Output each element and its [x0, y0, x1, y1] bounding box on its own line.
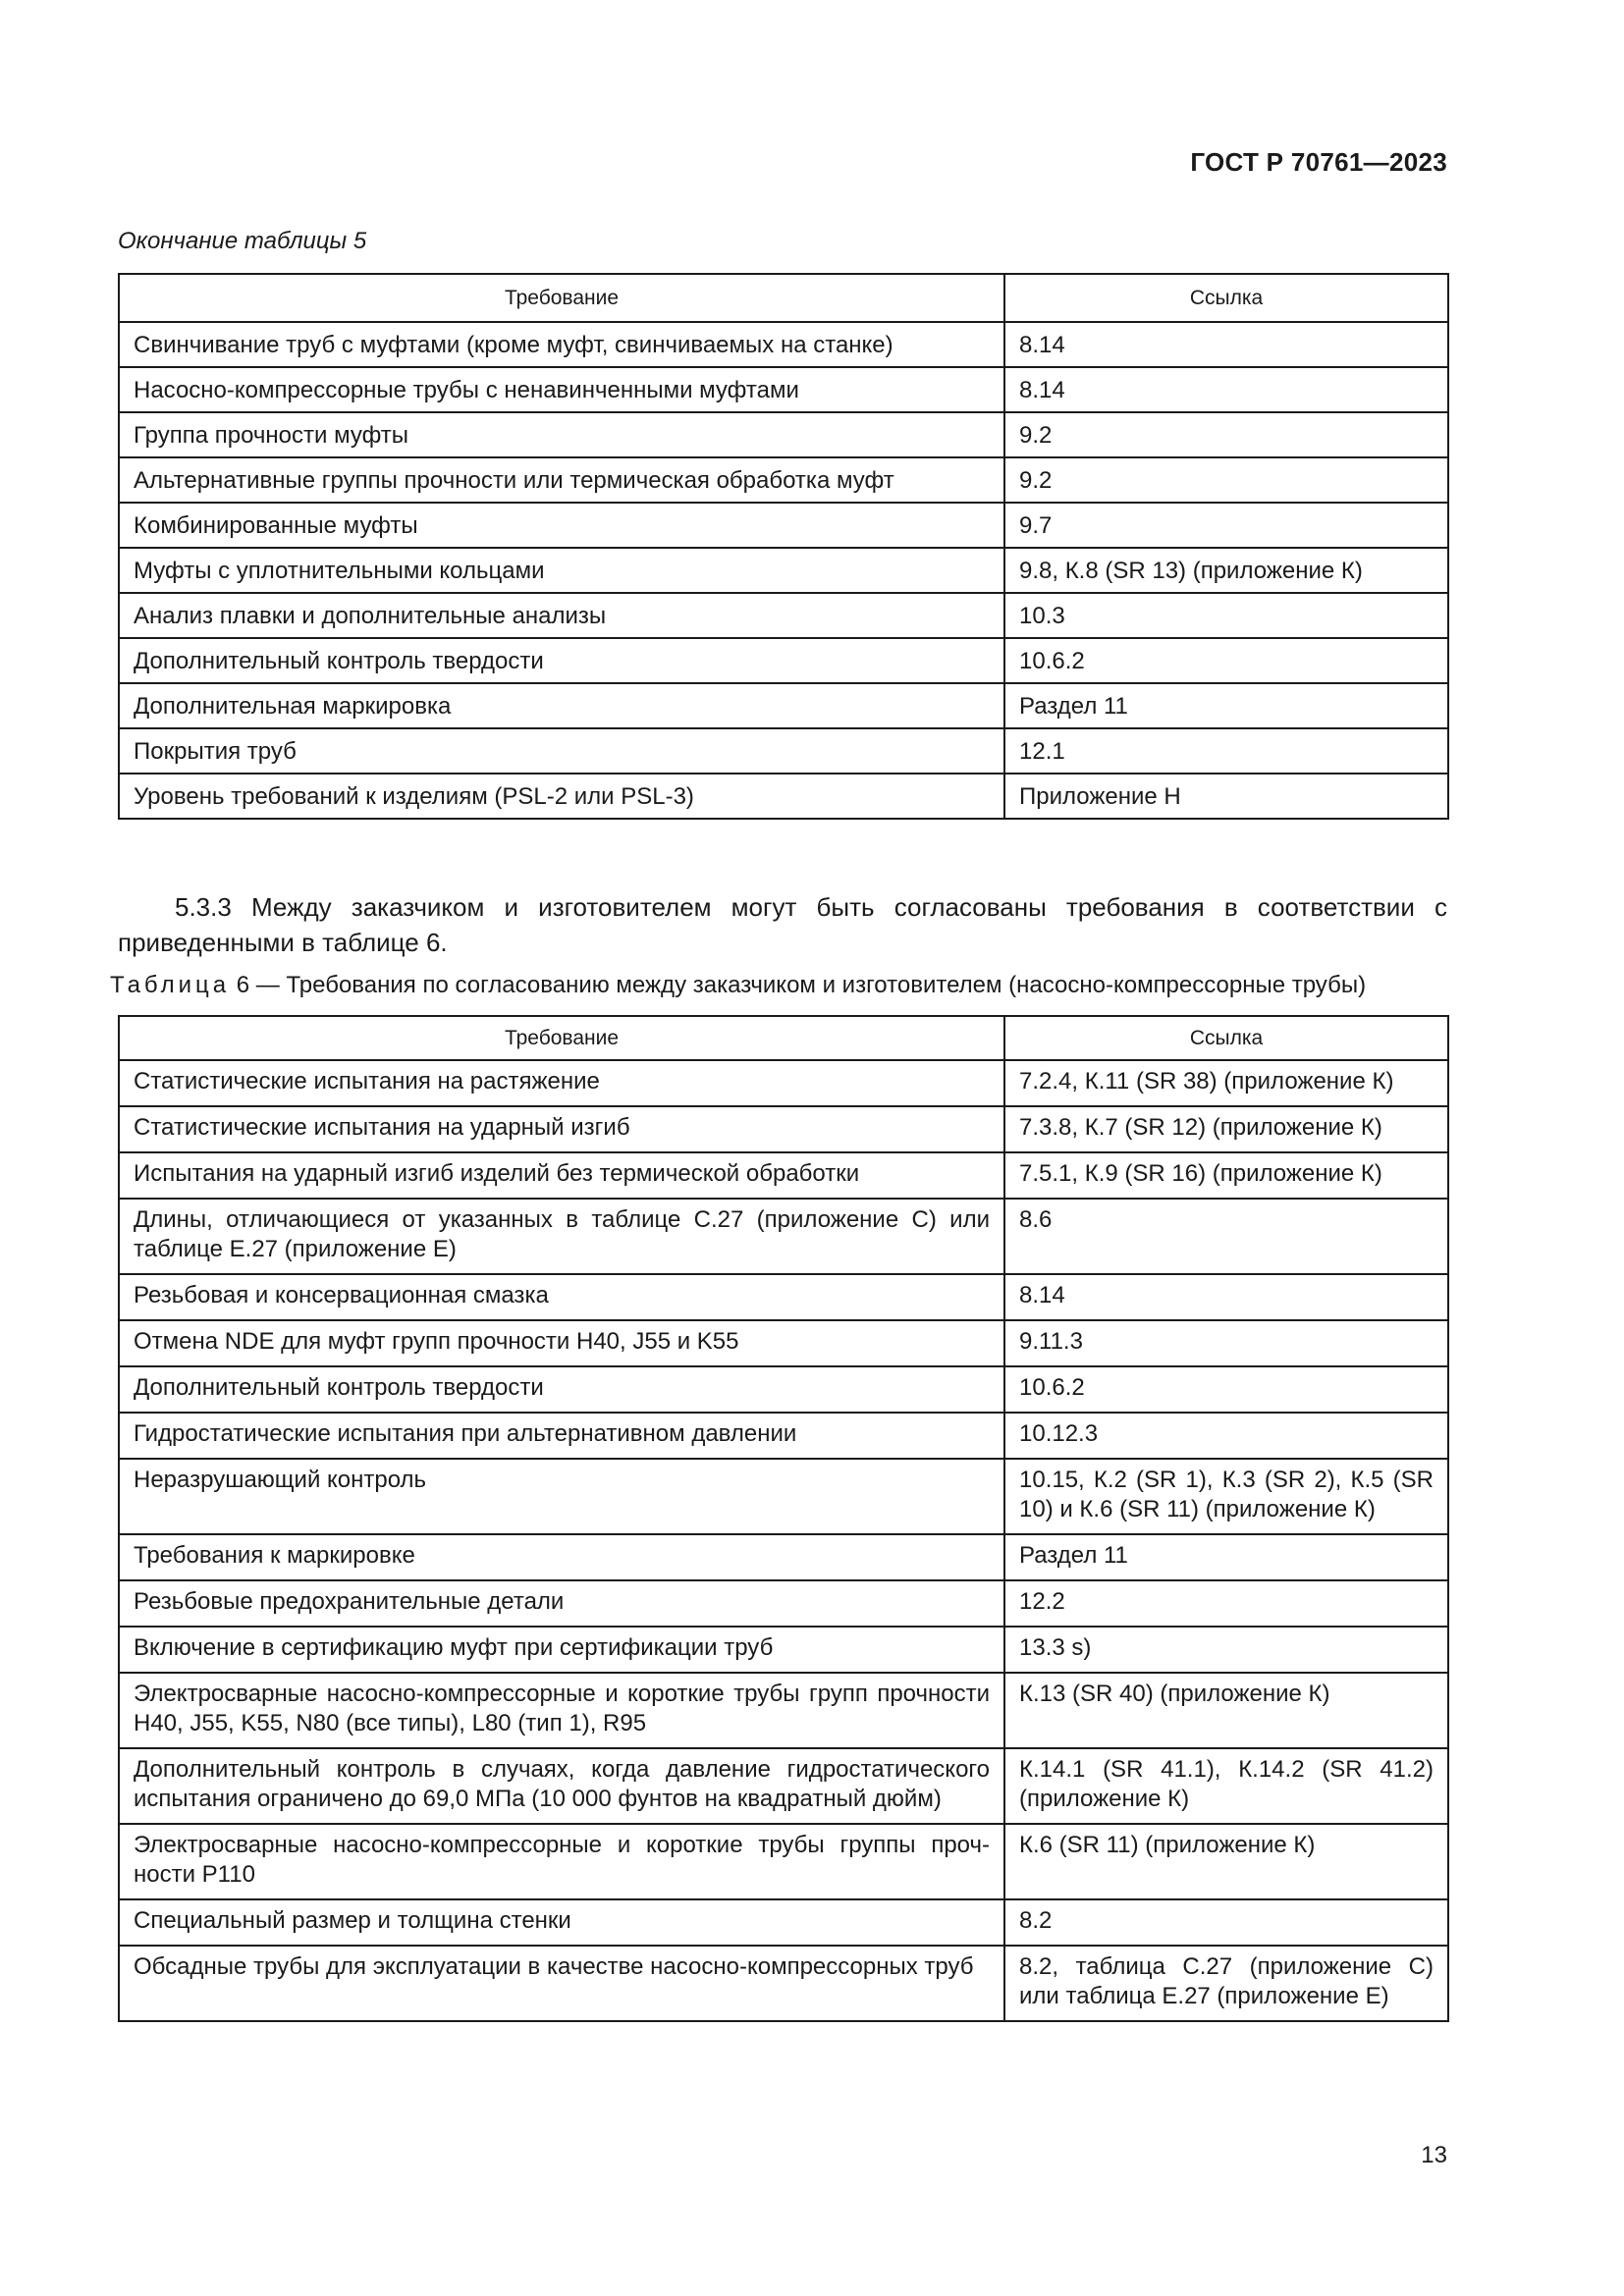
reference-cell: К.14.1 (SR 41.1), К.14.2 (SR 41.2) (приложение К) [1004, 1748, 1448, 1824]
reference-cell: К.6 (SR 11) (приложение К) [1004, 1824, 1448, 1899]
reference-cell: 9.2 [1004, 457, 1448, 503]
requirement-cell: Электросварные насосно-компрессорные и короткие трубы групп прочности H40, J55, K55, N80 (все типы), L80 (тип 1), R95 [119, 1673, 1004, 1748]
table-row [119, 774, 1448, 819]
reference-cell: Раздел 11 [1004, 1534, 1448, 1580]
requirement-cell: Обсадные трубы для эксплуатации в качестве насосно-компрессорных труб [119, 1946, 1004, 2021]
table6-header-row [119, 1016, 1448, 1060]
reference-cell: 12.1 [1004, 728, 1448, 774]
table6-col-requirement: Требование [119, 1016, 1004, 1060]
requirement-cell: Специальный размер и толщина стенки [119, 1899, 1004, 1946]
table-row [119, 322, 1448, 367]
requirement-cell: Неразрушающий контроль [119, 1459, 1004, 1534]
reference-cell: 10.15, К.2 (SR 1), К.3 (SR 2), К.5 (SR 10) и К.6 (SR 11) (приложение К) [1004, 1459, 1448, 1534]
table5-col-requirement: Требование [119, 274, 1004, 322]
table-row [119, 1274, 1448, 1320]
table-6 [118, 1015, 1449, 2022]
reference-cell: 9.11.3 [1004, 1320, 1448, 1366]
table-row [119, 548, 1448, 593]
requirement-cell: Требования к маркировке [119, 1534, 1004, 1580]
table-row [119, 1580, 1448, 1627]
requirement-cell: Дополнительный контроль в случаях, когда давление гидростатического испытания ограничено до 69,0 МПа (10 000 фунтов на квадратный дюйм) [119, 1748, 1004, 1824]
requirement-cell: Альтернативные группы прочности или термическая обработка муфт [119, 457, 1004, 503]
table-row [119, 1534, 1448, 1580]
table-row [119, 593, 1448, 638]
requirement-cell: Включение в сертификацию муфт при сертификации труб [119, 1627, 1004, 1673]
table-row [119, 683, 1448, 728]
table-row [119, 1152, 1448, 1199]
table-row [119, 1899, 1448, 1946]
reference-cell: 10.12.3 [1004, 1413, 1448, 1459]
table-row [119, 1824, 1448, 1899]
reference-cell: 9.2 [1004, 412, 1448, 457]
reference-cell: Приложение Н [1004, 774, 1448, 819]
reference-cell: 8.14 [1004, 367, 1448, 412]
table5-col-reference: Ссылка [1004, 274, 1448, 322]
table6-caption-text: 6 — Требования по согласованию между заказчиком и изготовителем (насосно-компрессорные трубы) [230, 972, 1367, 998]
requirement-cell: Гидростатические испытания при альтернативном давлении [119, 1413, 1004, 1459]
table-row [119, 412, 1448, 457]
reference-cell: 9.7 [1004, 503, 1448, 548]
reference-cell: 8.2 [1004, 1899, 1448, 1946]
table-row [119, 1627, 1448, 1673]
table6-caption-label: Таблица [110, 972, 231, 998]
table-row [119, 1673, 1448, 1748]
requirement-cell: Статистические испытания на ударный изгиб [119, 1106, 1004, 1152]
reference-cell: 10.6.2 [1004, 638, 1448, 683]
requirement-cell: Резьбовые предохранительные детали [119, 1580, 1004, 1627]
requirement-cell: Резьбовая и консервационная смазка [119, 1274, 1004, 1320]
table6-caption [110, 972, 1455, 999]
page-number: 13 [1421, 2142, 1447, 2168]
requirement-cell: Длины, отличающиеся от указанных в таблице С.27 (приложение С) или таблице Е.27 (приложение Е) [119, 1199, 1004, 1274]
table-row [119, 457, 1448, 503]
requirement-cell: Комбинированные муфты [119, 503, 1004, 548]
table-row [119, 367, 1448, 412]
table-row [119, 638, 1448, 683]
table-row [119, 1199, 1448, 1274]
table-row [119, 728, 1448, 774]
table5-caption: Окончание таблицы 5 [118, 228, 367, 254]
reference-cell: 13.3 s) [1004, 1627, 1448, 1673]
reference-cell: 8.14 [1004, 322, 1448, 367]
requirement-cell: Свинчивание труб с муфтами (кроме муфт, свинчиваемых на станке) [119, 322, 1004, 367]
requirement-cell: Электросварные насосно-компрессорные и короткие трубы группы прочности P110 [119, 1824, 1004, 1899]
reference-cell: 8.2, таблица С.27 (приложение С) или таблица Е.27 (приложение Е) [1004, 1946, 1448, 2021]
reference-cell: 7.2.4, К.11 (SR 38) (приложение К) [1004, 1060, 1448, 1106]
table6-col-reference: Ссылка [1004, 1016, 1448, 1060]
table-row [119, 1060, 1448, 1106]
paragraph-5-3-3: 5.3.3 Между заказчиком и изготовителем могут быть согласованы требования в соответствии с приведенными в таблице 6. [118, 892, 1447, 957]
requirement-cell: Дополнительный контроль твердости [119, 1366, 1004, 1413]
table-row [119, 503, 1448, 548]
requirement-cell: Отмена NDE для муфт групп прочности H40, J55 и K55 [119, 1320, 1004, 1366]
reference-cell: К.13 (SR 40) (приложение К) [1004, 1673, 1448, 1748]
table-row [119, 1320, 1448, 1366]
requirement-cell: Дополнительный контроль твердости [119, 638, 1004, 683]
table-5 [118, 273, 1449, 820]
requirement-cell: Насосно-компрессорные трубы с ненавинченными муфтами [119, 367, 1004, 412]
requirement-cell: Анализ плавки и дополнительные анализы [119, 593, 1004, 638]
table-row [119, 1106, 1448, 1152]
requirement-cell: Дополнительная маркировка [119, 683, 1004, 728]
requirement-cell: Покрытия труб [119, 728, 1004, 774]
table5-header-row [119, 274, 1448, 322]
reference-cell: Раздел 11 [1004, 683, 1448, 728]
requirement-cell: Испытания на ударный изгиб изделий без термической обработки [119, 1152, 1004, 1199]
table-row [119, 1366, 1448, 1413]
requirement-cell: Статистические испытания на растяжение [119, 1060, 1004, 1106]
reference-cell: 10.3 [1004, 593, 1448, 638]
reference-cell: 8.14 [1004, 1274, 1448, 1320]
reference-cell: 9.8, К.8 (SR 13) (приложение К) [1004, 548, 1448, 593]
reference-cell: 7.5.1, К.9 (SR 16) (приложение К) [1004, 1152, 1448, 1199]
table-row [119, 1459, 1448, 1534]
table-row [119, 1413, 1448, 1459]
table-row [119, 1748, 1448, 1824]
reference-cell: 12.2 [1004, 1580, 1448, 1627]
requirement-cell: Уровень требований к изделиям (PSL-2 или PSL-3) [119, 774, 1004, 819]
document-code: ГОСТ Р 70761—2023 [1190, 147, 1447, 177]
table-row [119, 1946, 1448, 2021]
requirement-cell: Группа прочности муфты [119, 412, 1004, 457]
reference-cell: 10.6.2 [1004, 1366, 1448, 1413]
reference-cell: 8.6 [1004, 1199, 1448, 1274]
reference-cell: 7.3.8, К.7 (SR 12) (приложение К) [1004, 1106, 1448, 1152]
requirement-cell: Муфты с уплотнительными кольцами [119, 548, 1004, 593]
